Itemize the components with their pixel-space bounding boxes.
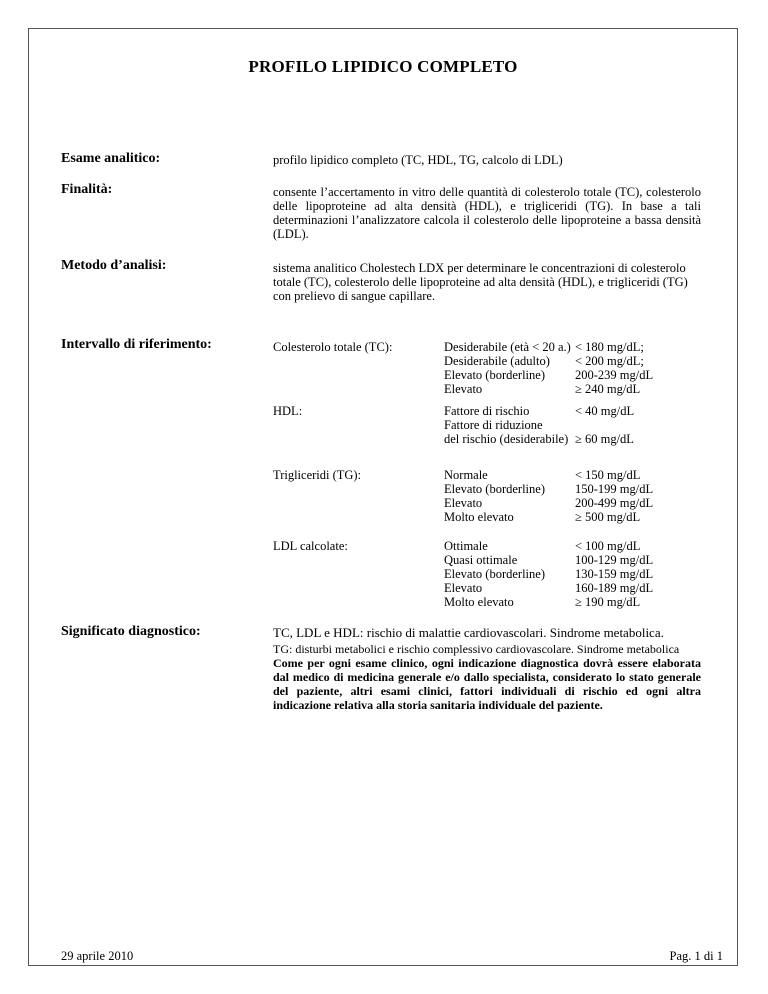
tg-value: 200-499 mg/dL — [575, 496, 654, 510]
group-values-tg — [575, 468, 653, 524]
page-frame — [28, 28, 738, 966]
document-title: PROFILO LIPIDICO COMPLETO — [248, 57, 518, 76]
tg-value: 150-199 mg/dL — [575, 482, 654, 496]
group-name-ldl: LDL calcolate: — [273, 539, 348, 553]
group-values-tc — [575, 340, 653, 396]
tc-value: 200-239 mg/dL — [575, 368, 654, 382]
group-categories-ldl — [444, 539, 545, 609]
group-categories-tg — [444, 468, 545, 524]
ldl-category: Quasi ottimale — [444, 553, 518, 567]
metodo-text: sistema analitico Cholestech LDX per determinare le concentrazioni di colesterolo totale (TC), colesterolo delle lipoproteine ad alta densità (HDL), e trigliceridi (TG) con prelievo di sangue capillare. — [273, 261, 688, 303]
esame-label: Esame analitico: — [61, 151, 161, 166]
intervallo-label: Intervallo di riferimento: — [61, 337, 212, 352]
ldl-category: Molto elevato — [444, 595, 514, 609]
finalita-text: consente l’accertamento in vitro delle quantità di colesterolo totale (TC), colesterolo delle lipoproteine ad alta densità (HDL), e trigliceridi (TG). In base a tali determinazioni l’analizzatore calcola il colesterolo delle lipoproteine a bassa densità (LDL). — [273, 185, 701, 241]
significato-label: Significato diagnostico: — [61, 624, 201, 639]
hdl-value: ≥ 60 mg/dL — [575, 432, 634, 446]
tg-category: Molto elevato — [444, 510, 514, 524]
group-name-tg: Trigliceridi (TG): — [273, 468, 362, 482]
hdl-value — [575, 418, 634, 432]
ldl-value: 100-129 mg/dL — [575, 553, 654, 567]
finalita-label: Finalità: — [61, 182, 113, 197]
significato-line2: TG: disturbi metabolici e rischio complessivo cardiovascolare. Sindrome metabolica — [273, 642, 680, 656]
tg-value: < 150 mg/dL — [575, 468, 641, 482]
ldl-value: ≥ 190 mg/dL — [575, 595, 641, 609]
hdl-category: del rischio (desiderabile) — [444, 432, 569, 446]
group-values-ldl — [575, 539, 653, 609]
hdl-category: Fattore di rischio — [444, 404, 530, 418]
significato-line1: TC, LDL e HDL: rischio di malattie cardiovascolari. Sindrome metabolica. — [273, 625, 664, 640]
group-categories-hdl — [444, 404, 568, 446]
metodo-label: Metodo d’analisi: — [61, 258, 167, 273]
tc-value: < 200 mg/dL; — [575, 354, 644, 368]
group-values-hdl — [575, 404, 634, 446]
hdl-category: Fattore di riduzione — [444, 418, 543, 432]
ldl-value: 160-189 mg/dL — [575, 581, 654, 595]
tg-category: Normale — [444, 468, 488, 482]
group-name-hdl: HDL: — [273, 404, 303, 418]
group-categories-tc — [444, 340, 571, 396]
ldl-value: < 100 mg/dL — [575, 539, 641, 553]
ldl-category: Elevato — [444, 581, 483, 595]
ldl-category: Ottimale — [444, 539, 488, 553]
tc-category: Desiderabile (età < 20 a.) — [444, 340, 571, 354]
tg-category: Elevato (borderline) — [444, 482, 545, 496]
hdl-value: < 40 mg/dL — [575, 404, 635, 418]
tg-category: Elevato — [444, 496, 483, 510]
tc-value: ≥ 240 mg/dL — [575, 382, 641, 396]
significato-note: Come per ogni esame clinico, ogni indicazione diagnostica dovrà essere elaborata dal medico di medicina generale e/o dallo specialista, considerato lo stato generale del paziente, altri esami clinici, fattori individuali di rischio ed ogni altra indicazione relativa alla storia sanitaria individuale del paziente. — [273, 656, 701, 712]
tg-value: ≥ 500 mg/dL — [575, 510, 641, 524]
group-name-tc: Colesterolo totale (TC): — [273, 340, 393, 354]
footer-date: 29 aprile 2010 — [61, 949, 134, 963]
tc-value: < 180 mg/dL; — [575, 340, 644, 354]
tc-category: Elevato — [444, 382, 483, 396]
esame-text: profilo lipidico completo (TC, HDL, TG, calcolo di LDL) — [273, 153, 563, 167]
tc-category: Elevato (borderline) — [444, 368, 545, 382]
footer-page-number: Pag. 1 di 1 — [669, 949, 723, 963]
tc-category: Desiderabile (adulto) — [444, 354, 550, 368]
ldl-category: Elevato (borderline) — [444, 567, 545, 581]
ldl-value: 130-159 mg/dL — [575, 567, 654, 581]
